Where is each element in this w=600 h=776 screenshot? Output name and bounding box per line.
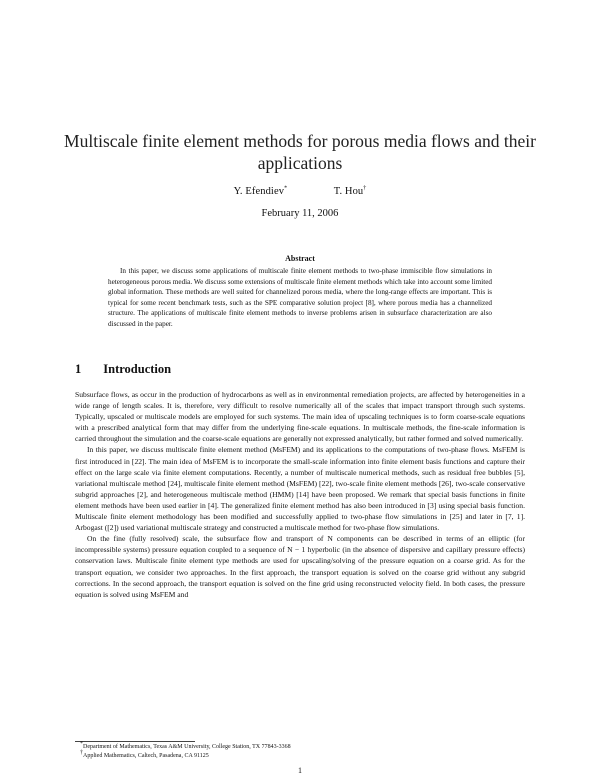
paper-date: February 11, 2006 (261, 208, 339, 219)
author-1-mark: * (284, 185, 288, 192)
abstract-heading: Abstract (285, 254, 315, 263)
footnote-2-mark: † (80, 750, 83, 756)
author-2 (334, 186, 367, 197)
author-2-name: T. Hou (333, 186, 364, 197)
footnote-1 (80, 743, 291, 751)
author-2-mark: † (363, 185, 367, 192)
footnote-rule (75, 741, 195, 742)
section-title: Introduction (103, 362, 172, 376)
abstract-text: In this paper, we discuss some applications of multiscale finite element methods to two-phase immiscible flow simulations in heterogeneous porous media. We discuss some extensions of multiscale finite element methods which take into account some limited global information. These methods are well suited for channelized porous media, where the long-range effects are important. This is typical for some recent benchmark tests, such as the SPE comparative solution project [8], where porous media has a channelized structure. The applications of multiscale finite element methods to inverse problems arisen in subsurface characterization are also discussed in the paper. (108, 267, 492, 328)
author-line (0, 186, 600, 197)
paragraph: On the fine (fully resolved) scale, the subsurface flow and transport of N components can be described in terms of an elliptic (for incompressible systems) pressure equation coupled to a sequence of N − 1 hyperbolic (in the absence of dispersive and capillary pressure effects) conservation laws. Multiscale finite element type methods are used for upscaling/solving of the pressure equation on a coarse grid. As for the transport equation, we consider two approaches. In the first approach, the transport equation is solved on the coarse grid without any subgrid corrections. In the second approach, the transport equation is solved on the fine grid using reconstructed velocity field. In both cases, the pressure equation is solved using MsFEM and (75, 534, 525, 599)
page-number: 1 (298, 766, 302, 775)
section-number: 1 (75, 362, 82, 376)
paragraph: Subsurface flows, as occur in the production of hydrocarbons as well as in environmental remediation projects, are affected by heterogeneities in a wide range of length scales. It is, therefore, very difficult to resolve numerically all of the scales that impact transport through such systems. Typically, upscaled or multiscale models are employed for such systems. The main idea of upscaling techniques is to form coarse-scale equations with a prescribed analytical form that may differ from the underlying fine-scale equations. In multiscale methods, the fine-scale information is carried throughout the simulation and the coarse-scale equations are generally not expressed analytically, but rather formed and solved numerically. (75, 390, 525, 444)
author-1 (234, 186, 288, 197)
footnote-1-mark: * (80, 741, 83, 747)
section-body (75, 389, 525, 600)
footnote-2 (80, 752, 209, 760)
paper-title: Multiscale finite element methods for porous media flows and their applications (64, 131, 536, 173)
author-1-name: Y. Efendiev (233, 186, 285, 197)
footnote-2-text: Applied Mathematics, Caltech, Pasadena, CA 91125 (83, 753, 209, 759)
paragraph: In this paper, we discuss multiscale finite element method (MsFEM) and its applications to the computations of two-phase flows. MsFEM is first introduced in [22]. The main idea of MsFEM is to incorporate the small-scale information into finite element basis functions and capture their effect on the large scale via finite element computations. Recently, a number of multiscale numerical methods, such as residual free bubbles [5], variational multiscale method [24], multiscale finite element method (MsFEM) [22], two-scale finite element methods [26], two-scale conservative subgrid approaches [2], and heterogeneous multiscale method (HMM) [14] have been proposed. We remark that special basis functions in finite element methods have been used earlier in [4]. The generalized finite element method has also been introduced in [3] using special basis function. Multiscale finite element methodology has been modified and successfully applied to two-phase flow simulations in [25] and later in [7, 1]. Arbogast ([2]) used variational multiscale strategy and constructed a multiscale method for two-phase flow simulations. (75, 445, 525, 533)
section-heading (75, 362, 171, 377)
footnote-1-text: Department of Mathematics, Texas A&M University, College Station, TX 77843-3368 (83, 744, 291, 750)
